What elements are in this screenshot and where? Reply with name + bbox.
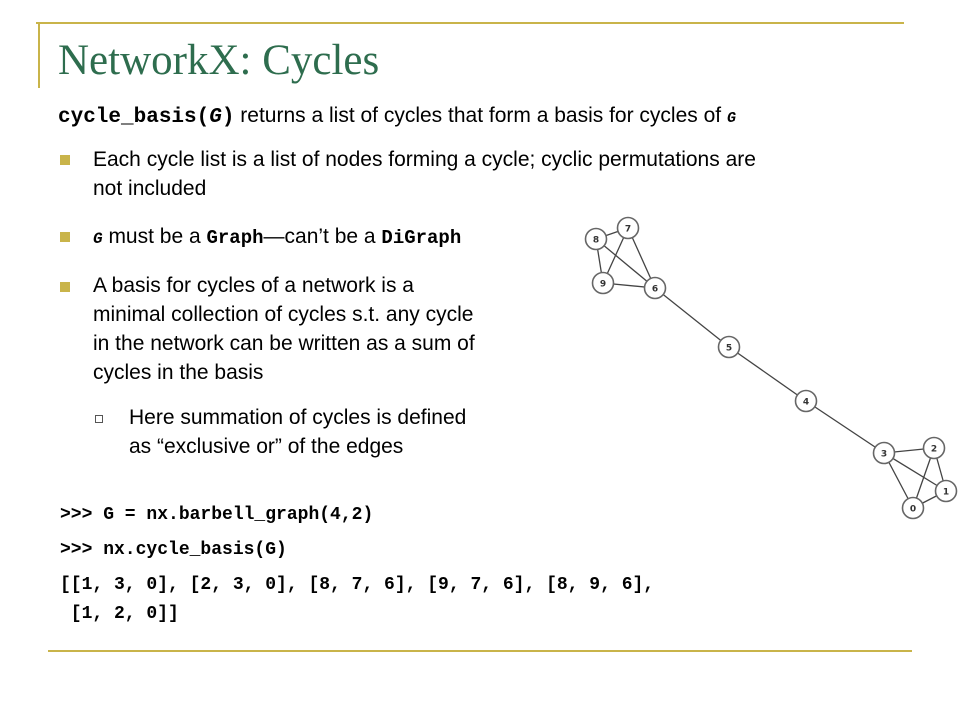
bullet-1-line-1: Each cycle list is a list of nodes forming a cycle; cyclic permutations are (93, 148, 756, 171)
graph-node-5 (719, 337, 740, 358)
graph-edge-5-4 (729, 347, 806, 401)
graph-node-label: 6 (651, 284, 659, 295)
graph-node-9 (593, 273, 614, 294)
graph-node-label: 3 (880, 449, 888, 460)
bullet-3-line: cycles in the basis (93, 361, 264, 384)
graph-node-label: 1 (942, 487, 950, 498)
graph-node-8 (586, 229, 607, 250)
bullet-2-text-a: must be a (102, 225, 207, 248)
lead-g: G (726, 110, 736, 127)
graph-node-label: 2 (930, 444, 938, 455)
graph-node-2 (924, 438, 945, 459)
function-close: ) (221, 106, 235, 129)
graph-node-label: 9 (599, 279, 607, 290)
code-line-1: >>> G = nx.barbell_graph(4,2) (60, 505, 374, 525)
graph-node-7 (618, 218, 639, 239)
bullet-3-line: A basis for cycles of a network is a (93, 274, 414, 297)
lead-text: returns a list of cycles that form a basis for cycles of (234, 104, 727, 127)
graph-node-label: 8 (592, 235, 600, 246)
graph-node-4 (796, 391, 817, 412)
digraph-class-name: DiGraph (381, 227, 462, 249)
graph-node-1 (936, 481, 957, 502)
bullet-1-line-2: not included (93, 177, 207, 200)
graph-edge-6-5 (655, 288, 729, 347)
graph-node-label: 0 (909, 504, 917, 515)
function-arg: G (209, 106, 222, 129)
graph-node-label: 4 (802, 397, 810, 408)
slide-title: NetworkX: Cycles (58, 37, 380, 84)
sub-bullet-line: Here summation of cycles is defined (129, 406, 467, 429)
bottom-rule (48, 650, 912, 652)
code-line-3: [[1, 3, 0], [2, 3, 0], [8, 7, 6], [9, 7, 6], [8, 9, 6], (60, 575, 655, 595)
sub-bullet-line: as “exclusive or” of the edges (129, 435, 404, 458)
graph-node-label: 7 (624, 224, 632, 235)
graph-node-0 (903, 498, 924, 519)
graph-node-3 (874, 443, 895, 464)
graph-node-6 (645, 278, 666, 299)
function-name: cycle_basis( (58, 106, 210, 129)
code-line-4: [1, 2, 0]] (60, 604, 179, 624)
bullet-2-text-b: —can’t be a (263, 225, 382, 248)
graph-class-name: Graph (206, 227, 264, 249)
bullet-3-line: minimal collection of cycles s.t. any cycle (93, 303, 474, 326)
graph-edge-4-3 (806, 401, 884, 453)
bullet-3-line: in the network can be written as a sum of (93, 332, 475, 355)
graph-node-label: 5 (725, 343, 733, 354)
bullet-2-g: G (93, 230, 103, 248)
code-line-2: >>> nx.cycle_basis(G) (60, 540, 287, 560)
